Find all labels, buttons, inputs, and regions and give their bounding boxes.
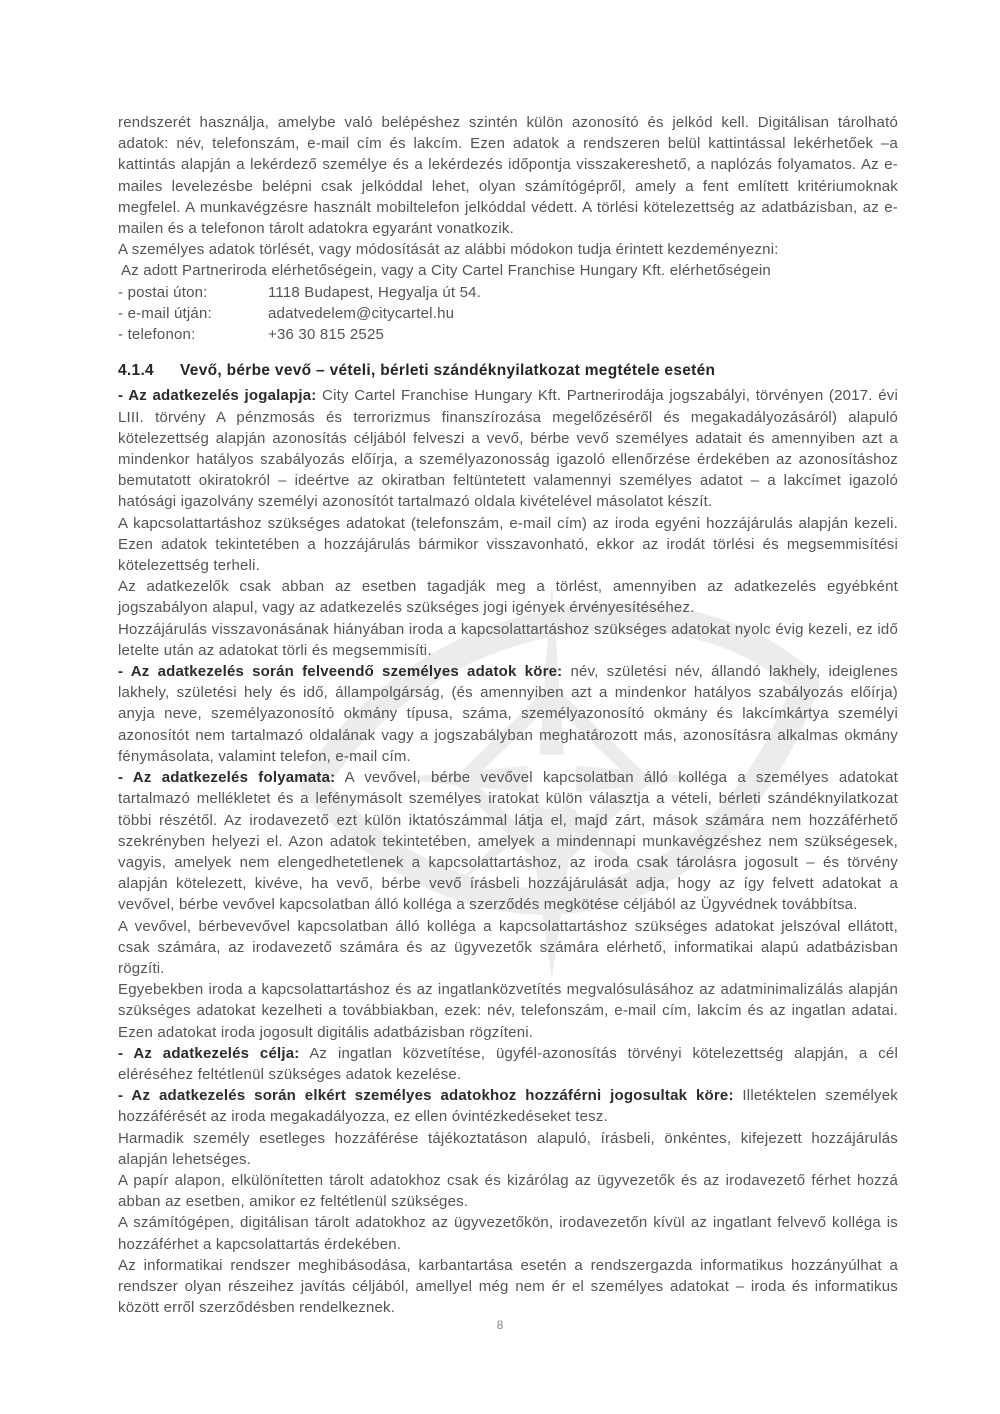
paragraph	[118, 1128, 898, 1170]
contact-row	[118, 282, 898, 303]
paragraph-text: Hozzájárulás visszavonásának hiányában iroda a kapcsolattartáshoz szükséges adatokat nyolc évig kezeli, ez idő letelte után az adatokat törli és megsemmisíti.	[118, 620, 898, 659]
document-body	[118, 112, 898, 1318]
paragraph	[118, 1085, 898, 1127]
paragraph-bold-lead: - Az adatkezelés folyamata:	[118, 769, 336, 787]
contact-label: - postai úton:	[118, 283, 208, 301]
paragraph	[118, 513, 898, 577]
intro-paragraph-2: A személyes adatok törlését, vagy módosítását az alábbi módokon tudja érintett kezdeményezni:	[118, 241, 779, 259]
paragraph-text: A számítógépen, digitálisan tárolt adatokhoz az ügyvezetőkön, irodavezetőn kívül az ingatlant felvevő kolléga is hozzáférhet a kapcsolattartás érdekében.	[118, 1214, 898, 1253]
contact-row	[118, 324, 898, 345]
paragraph-text: A papír alapon, elkülönítetten tárolt adatokhoz csak és kizárólag az ügyvezetők és az irodavezető férhet hozzá abban az esetben, amikor ez feltétlenül szükséges.	[118, 1171, 898, 1211]
intro-paragraph-3: Az adott Partneriroda elérhetőségein, vagy a City Cartel Franchise Hungary Kft. elérhetőségein	[121, 262, 771, 280]
paragraph	[118, 385, 898, 512]
contact-row	[118, 303, 898, 324]
contact-value: adatvedelem@citycartel.hu	[268, 304, 455, 322]
contact-value: +36 30 815 2525	[268, 326, 385, 344]
paragraph-text: City Cartel Franchise Hungary Kft. Partnerirodája jogszabályi, törvényen (2017. évi LIII. törvény A pénzmosás és terrorizmus finanszírozása megelőzéséről és megakadályozásáról) alapuló kötelezettség alapján azonosítás céljából felveszi a vevő, bérbe vevő személyes adatait és amennyiben azt a mindenkor hatályos szabályozás előírja, a személyazonosság igazoló ellenőrzése érdekében az azonosításhoz bemutatott okiratokról – ideértve az okiratban feltüntetett valamennyi személyes adatot – a lakcímet igazoló hatósági igazolvány személyi azonosítót tartalmazó oldala kivételével másolatot készít.	[118, 387, 898, 511]
paragraph	[118, 1255, 898, 1319]
contact-label: - telefonon:	[118, 326, 196, 344]
paragraph	[118, 767, 898, 915]
section-title: Vevő, bérbe vevő – vételi, bérleti szándéknyilatkozat megtétele esetén	[180, 362, 716, 380]
paragraph	[118, 1212, 898, 1254]
paragraph-bold-lead: - Az adatkezelés jogalapja:	[118, 387, 317, 405]
paragraph-text: Az informatikai rendszer meghibásodása, karbantartása esetén a rendszergazda informatikus hozzányúlhat a rendszer olyan részeihez javítás céljából, amellyel még nem ér el személyes adatokat – iroda és informatikus között erről szerződésben rendelkeznek.	[118, 1256, 898, 1317]
paragraph-text: név, születési név, állandó lakhely, ideiglenes lakhely, születési hely és idő, állampolgárság, (és amennyiben azt a mindenkor hatályos szabályozás előírja) anyja neve, személyazonosító okmány típusa, száma, személyazonosító okmány és lakcímkártya személyi azonosítót nem tartalmazó oldalának vagy a jogszabályban meghatározott más, azonosításra alkalmas okmány fénymásolata, valamint telefon, e-mail cím.	[118, 663, 898, 765]
paragraph	[118, 979, 898, 1043]
paragraph	[118, 576, 898, 618]
paragraph-text: A kapcsolattartáshoz szükséges adatokat (telefonszám, e-mail cím) az iroda egyéni hozzájárulás alapján kezeli. Ezen adatok tekintetében a hozzájárulás bármikor visszavonható, ekkor az irodát törlési és megsemmisítési kötelezettség terheli.	[118, 514, 898, 575]
paragraph	[118, 1043, 898, 1085]
paragraph-text: A vevővel, bérbe vevővel kapcsolatban álló kolléga a személyes adatokat tartalmazó mellékletet és a lefénymásolt személyes iratokat külön választja a vételi, bérleti szándéknyilatkozat többi részétől. Az irodavezető ezt külön iktatószámmal látja el, majd zárt, mások számára nem hozzáférhető szekrényben helyezi el. Azon adatok tekintetében, amelyek a mindennapi munkavégzéshez nem szükségesek, vagyis, amelyek nem elengedhetetlenek a kapcsolattartáshoz, az iroda csak tárolásra jogosult – és törvény alapján kötelezett, kivéve, ha vevő, bérbe vevő írásbeli hozzájárulását adja, hogy az így felvett adatokat a vevővel, bérbe vevővel kapcsolatban álló kolléga a szerződés megkötése céljából az Ügyvédnek továbbítsa.	[118, 769, 898, 914]
paragraph-bold-lead: - Az adatkezelés során elkért személyes adatokhoz hozzáférni jogosultak köre:	[118, 1087, 734, 1105]
paragraph-bold-lead: - Az adatkezelés során felveendő személyes adatok köre:	[118, 663, 563, 681]
contact-label: - e-mail útján:	[118, 304, 212, 322]
section-heading	[118, 360, 898, 381]
paragraph-list	[118, 385, 898, 1318]
contact-value: 1118 Budapest, Hegyalja út 54.	[268, 283, 482, 301]
paragraph	[118, 916, 898, 980]
paragraph	[118, 619, 898, 661]
paragraph	[118, 1170, 898, 1212]
paragraph-bold-lead: - Az adatkezelés célja:	[118, 1044, 300, 1062]
paragraph-text: Egyebekben iroda a kapcsolattartáshoz és az ingatlanközvetítés megvalósulásához az adatminimalizálás alapján szükséges adatokat kezelheti a továbbiakban, ezek: név, telefonszám, e-mail cím, lakcím és az ingatlan adatai. Ezen adatokat iroda jogosult digitális adatbázisban rögzíteni.	[118, 981, 898, 1041]
page-number: 8	[496, 1318, 504, 1332]
section-number: 4.1.4	[118, 362, 154, 380]
paragraph	[118, 661, 898, 767]
paragraph-text: Harmadik személy esetleges hozzáférése tájékoztatáson alapuló, írásbeli, önkéntes, kifejezett hozzájárulás alapján lehetséges.	[118, 1129, 898, 1168]
intro-paragraph-1: rendszerét használja, amelybe való belépéshez szintén külön azonosító és jelkód kell. Digitálisan tárolható adatok: név, telefonszám, e-mail cím és lakcím. Ezen adatok a rendszeren belül kattintással lekérhetőek –a kattintás alapján a lekérdező személye és a lekérdezés időpontja visszakereshető, a naplózás folyamatos. Az e-mailes levelezésbe belépni csak jelkóddal lehet, olyan számítógépről, amely a fent említett kritériumoknak megfelel. A munkavégzésre használt mobiltelefon jelkóddal védett. A törlési kötelezettség az adatbázisban, az e-mailen és a telefonon tárolt adatokra egyaránt vonatkozik.	[118, 114, 898, 238]
paragraph-text: Illetéktelen személyek hozzáférését az iroda megakadályozza, ez ellen óvintézkedéseket tesz.	[118, 1087, 898, 1126]
paragraph-text: Az ingatlan közvetítése, ügyfél-azonosítás törvényi kötelezettség alapján, a cél eléréséhez feltétlenül szükséges adatok kezelése.	[118, 1044, 898, 1083]
contact-list	[118, 282, 898, 346]
paragraph-text: Az adatkezelők csak abban az esetben tagadják meg a törlést, amennyiben az adatkezelés egyébként jogszabályon alapul, vagy az adatkezelés szükséges jogi igények érvényesítéséhez.	[118, 578, 898, 617]
paragraph-text: A vevővel, bérbevevővel kapcsolatban álló kolléga a kapcsolattartáshoz szükséges adatokat jelszóval ellátott, csak számára, az irodavezető számára és az ügyvezetők számára elérhető, informatikai alapú adatbázisban rögzíti.	[118, 917, 898, 977]
